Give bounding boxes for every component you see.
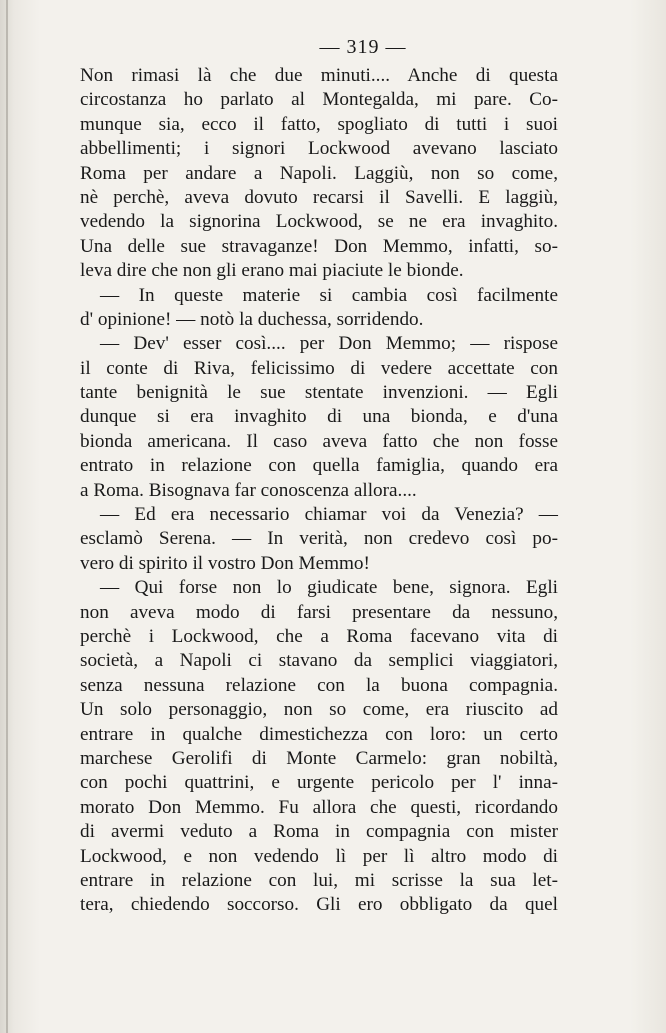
text-line: entrare in qualche dimestichezza con loro: un certo	[80, 723, 558, 745]
text-line: con pochi quattrini, e urgente pericolo per l' inna-	[80, 772, 558, 794]
text-line: munque sia, ecco il fatto, spogliato di tutti i suoi	[80, 113, 558, 135]
text-line: — Ed era necessario chiamar voi da Venezia? —	[100, 504, 558, 526]
text-line: d' opinione! — notò la duchessa, sorridendo.	[80, 308, 424, 330]
text-line: Roma per andare a Napoli. Laggiù, non so come,	[80, 162, 558, 184]
text-line: tante benignità le sue stentate invenzioni. — Egli	[80, 382, 558, 404]
text-line: perchè i Lockwood, che a Roma facevano vita di	[80, 625, 558, 647]
text-line: nè perchè, aveva dovuto recarsi il Savelli. E laggiù,	[80, 186, 558, 208]
text-line: Un solo personaggio, non so come, era riuscito ad	[80, 699, 558, 721]
text-line: il conte di Riva, felicissimo di vedere accettate con	[80, 357, 558, 379]
text-line: non aveva modo di farsi presentare da nessuno,	[80, 601, 558, 623]
page-number: — 319 —	[319, 36, 407, 58]
text-line: entrato in relazione con quella famiglia, quando era	[80, 455, 558, 477]
text-line: morato Don Memmo. Fu allora che questi, ricordando	[80, 796, 558, 818]
text-line: esclamò Serena. — In verità, non credevo così po-	[80, 528, 558, 550]
text-line: bionda americana. Il caso aveva fatto che non fosse	[80, 430, 558, 452]
text-line: Non rimasi là che due minuti.... Anche di questa	[80, 65, 558, 86]
text-line: a Roma. Bisognava far conoscenza allora....	[80, 479, 417, 501]
text-line: senza nessuna relazione con la buona compagnia.	[80, 674, 558, 696]
text-line: circostanza ho parlato al Montegalda, mi pare. Co-	[80, 89, 558, 111]
text-line: tera, chiedendo soccorso. Gli ero obbligato da quel	[80, 894, 558, 916]
binding-shadow	[6, 0, 8, 1033]
body-text	[80, 64, 558, 918]
text-line: Lockwood, e non vedendo lì per lì altro modo di	[80, 845, 558, 867]
text-line: società, a Napoli ci stavano da semplici viaggiatori,	[80, 650, 558, 672]
text-line: leva dire che non gli erano mai piaciute le bionde.	[80, 260, 464, 282]
text-line: vedendo la signorina Lockwood, se ne era invaghito.	[80, 211, 558, 233]
text-line: — Qui forse non lo giudicate bene, signora. Egli	[100, 577, 558, 599]
text-line: — Dev' esser così.... per Don Memmo; — rispose	[100, 333, 558, 355]
text-line: entrare in relazione con lui, mi scrisse la sua let-	[80, 869, 558, 891]
text-line: dunque si era invaghito di una bionda, e d'una	[80, 406, 558, 428]
text-line: — In queste materie si cambia così facilmente	[100, 284, 558, 306]
text-line: vero di spirito il vostro Don Memmo!	[80, 552, 370, 574]
text-line: di avermi veduto a Roma in compagnia con mister	[80, 821, 558, 843]
text-line: marchese Gerolifi di Monte Carmelo: gran nobiltà,	[80, 747, 558, 769]
text-line: Una delle sue stravaganze! Don Memmo, infatti, so-	[80, 235, 558, 257]
text-line: abbellimenti; i signori Lockwood avevano lasciato	[80, 138, 558, 160]
